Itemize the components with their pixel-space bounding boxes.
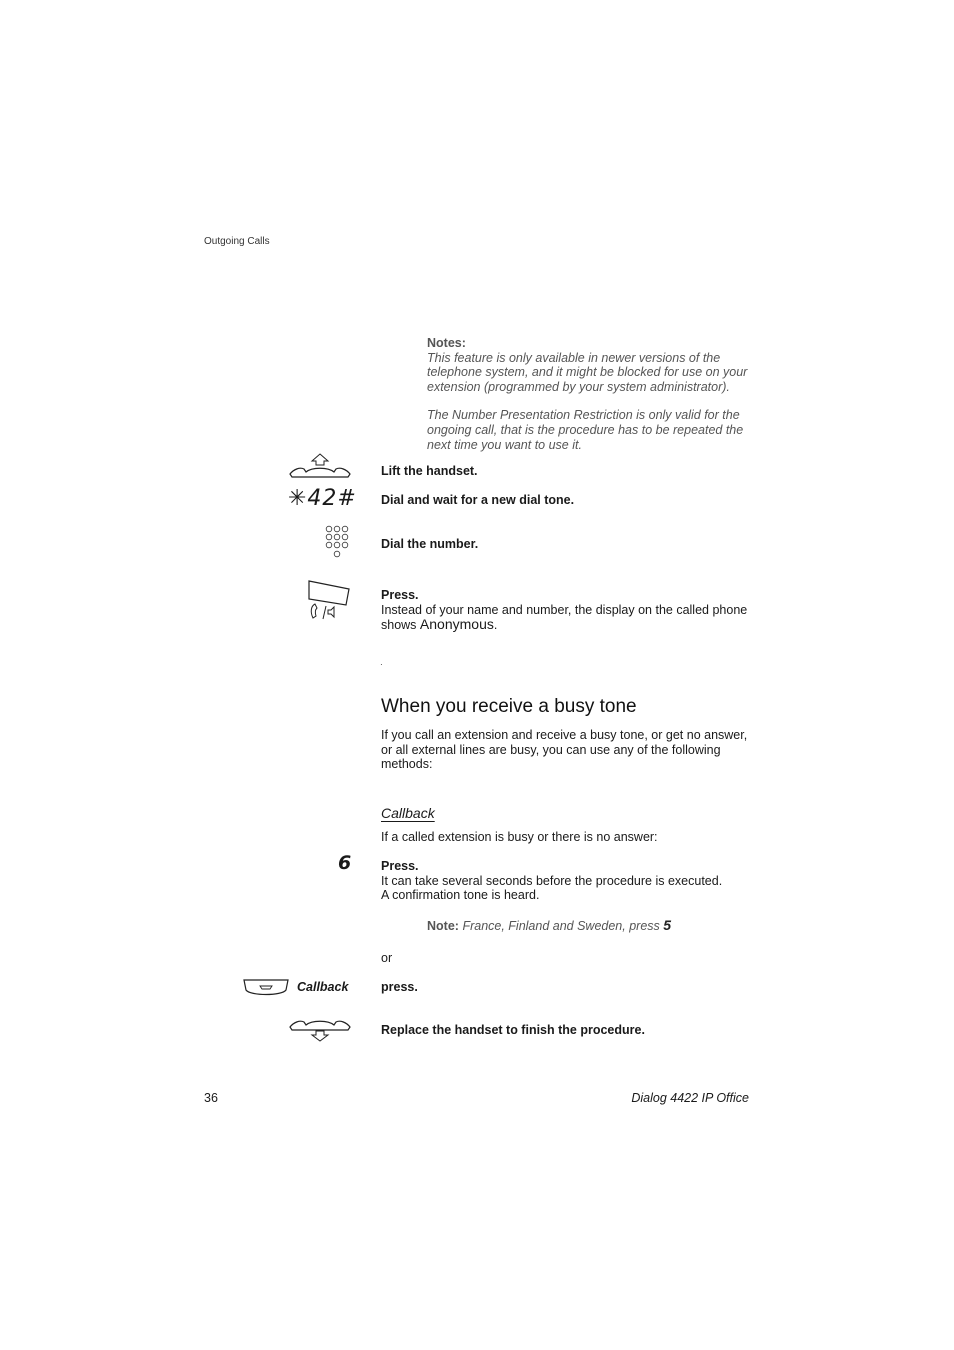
callback-intro: If a called extension is busy or there is no answer: <box>381 830 658 844</box>
country-note <box>427 917 671 933</box>
section-intro: If you call an extension and receive a busy tone, or get no answer, or all external lines are busy, you can use any of the following methods: <box>381 728 748 772</box>
press-block <box>381 588 756 633</box>
speaker-key-icon <box>306 578 352 622</box>
key-six: 6 <box>338 852 352 874</box>
press-desc-text: Instead of your name and number, the display on the called phone shows <box>381 602 748 633</box>
handset-replace-icon <box>288 1015 352 1043</box>
product-name: Dialog 4422 IP Office <box>631 1091 749 1105</box>
running-header: Outgoing Calls <box>204 236 270 247</box>
country-note-label: Note: <box>427 919 459 933</box>
notes-paragraph-1: This feature is only available in newer versions of the telephone system, and it might be blocked for use on your extension (programmed by your system administrator). <box>427 350 748 394</box>
keypad-icon <box>324 525 352 561</box>
dial-number-text: Dial the number. <box>381 537 479 551</box>
press-desc-period: . <box>493 618 498 633</box>
stray-dot: · <box>380 660 383 669</box>
or-text: or <box>381 951 393 965</box>
replace-handset-text: Replace the handset to finish the procedure. <box>381 1023 645 1037</box>
star-42-hash-code: ✳42# <box>288 486 357 511</box>
callback-press-desc-2: A confirmation tone is heard. <box>381 888 540 903</box>
press-lower-text: press. <box>381 980 418 994</box>
press-label: Press. <box>381 588 419 602</box>
notes-title: Notes: <box>427 336 466 350</box>
notes-paragraph-2: The Number Presentation Restriction is only valid for the ongoing call, that is the procedure has to be repeated the next time you want to use it. <box>427 408 744 452</box>
press-description <box>381 603 756 633</box>
soft-key-icon <box>242 978 290 998</box>
callback-press-label: Press. <box>381 859 419 873</box>
page-number: 36 <box>204 1091 218 1105</box>
anonymous-display-text: Anonymous <box>419 616 494 633</box>
callback-press-desc-1: It can take several seconds before the procedure is executed. <box>381 873 723 888</box>
handset-lift-icon <box>288 452 352 480</box>
section-heading: When you receive a busy tone <box>381 696 637 717</box>
callback-subheading: Callback <box>381 805 435 821</box>
callback-press-block <box>381 859 756 903</box>
notes-block <box>427 336 757 452</box>
dial-wait-text: Dial and wait for a new dial tone. <box>381 493 575 507</box>
lift-handset-text: Lift the handset. <box>381 464 478 478</box>
country-note-key: 5 <box>663 917 672 933</box>
callback-key-label: Callback <box>297 980 349 994</box>
country-note-text: France, Finland and Sweden, press <box>462 919 660 933</box>
